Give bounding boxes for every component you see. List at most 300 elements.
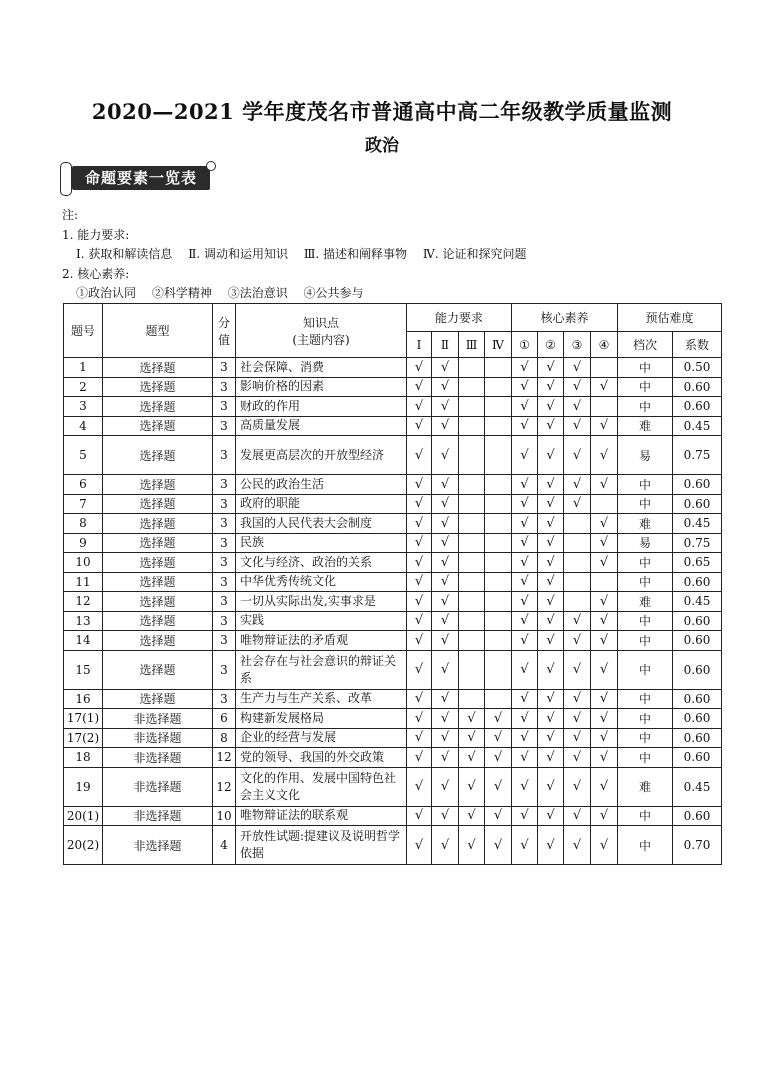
literacy-check: √	[538, 689, 564, 709]
cell-coef: 0.45	[673, 767, 722, 806]
literacy-check: √	[512, 533, 538, 553]
cell-score: 3	[213, 592, 236, 612]
literacy-check: √	[591, 728, 618, 748]
cell-coef: 0.60	[673, 475, 722, 495]
cell-coef: 0.60	[673, 611, 722, 631]
ability-empty	[459, 572, 485, 592]
header-literacy-col: ①	[512, 332, 538, 358]
literacy-check: √	[564, 611, 591, 631]
cell-knowledge: 文化与经济、政治的关系	[236, 553, 407, 573]
cell-coef: 0.60	[673, 631, 722, 651]
table-row	[64, 475, 722, 495]
ability-check: √	[407, 611, 432, 631]
requirements-table	[63, 303, 722, 865]
ability-check: √	[407, 728, 432, 748]
ability-empty	[459, 436, 485, 475]
ability-check: √	[407, 475, 432, 495]
ability-empty	[485, 358, 512, 378]
ability-item: Ⅰ. 获取和解读信息	[76, 247, 173, 261]
cell-level: 中	[618, 689, 673, 709]
ability-check: √	[407, 709, 432, 729]
ability-empty	[459, 650, 485, 689]
ability-empty	[459, 611, 485, 631]
literacy-check: √	[591, 767, 618, 806]
cell-score: 3	[213, 358, 236, 378]
cell-number: 17(1)	[64, 709, 103, 729]
cell-score: 12	[213, 767, 236, 806]
table-row	[64, 650, 722, 689]
ability-empty	[485, 689, 512, 709]
cell-score: 3	[213, 494, 236, 514]
cell-coef: 0.45	[673, 514, 722, 534]
literacy-check: √	[538, 377, 564, 397]
ability-empty	[485, 416, 512, 436]
literacy-check: √	[538, 533, 564, 553]
cell-level: 中	[618, 611, 673, 631]
ability-empty	[459, 553, 485, 573]
ability-check: √	[432, 728, 459, 748]
cell-type: 选择题	[103, 475, 213, 495]
header-literacy-col: ③	[564, 332, 591, 358]
literacy-check: √	[591, 475, 618, 495]
header-ability-col: Ⅱ	[432, 332, 459, 358]
ability-check: √	[459, 709, 485, 729]
table-row	[64, 377, 722, 397]
ability-check: √	[485, 767, 512, 806]
cell-type: 选择题	[103, 631, 213, 651]
table-row	[64, 514, 722, 534]
ability-empty	[459, 533, 485, 553]
literacy-check: √	[564, 767, 591, 806]
header-score: 分值	[213, 304, 236, 358]
ability-check: √	[432, 767, 459, 806]
ability-item: Ⅱ. 调动和运用知识	[188, 247, 288, 261]
ability-check: √	[432, 709, 459, 729]
cell-score: 3	[213, 514, 236, 534]
ability-check: √	[459, 748, 485, 768]
notes-section	[62, 206, 526, 304]
ability-check: √	[485, 709, 512, 729]
literacy-check: √	[538, 631, 564, 651]
cell-type: 非选择题	[103, 826, 213, 865]
ability-check: √	[407, 514, 432, 534]
literacy-check: √	[512, 650, 538, 689]
cell-score: 8	[213, 728, 236, 748]
ability-check: √	[459, 826, 485, 865]
cell-coef: 0.60	[673, 650, 722, 689]
cell-level: 中	[618, 650, 673, 689]
header-number: 题号	[64, 304, 103, 358]
literacy-empty	[564, 533, 591, 553]
cell-score: 3	[213, 611, 236, 631]
cell-type: 选择题	[103, 553, 213, 573]
ability-item: Ⅲ. 描述和阐释事物	[303, 247, 408, 261]
cell-coef: 0.60	[673, 689, 722, 709]
cell-score: 3	[213, 475, 236, 495]
header-knowledge	[236, 304, 407, 358]
table-row	[64, 397, 722, 417]
ability-check: √	[407, 494, 432, 514]
ability-check: √	[432, 377, 459, 397]
scroll-curl-icon	[206, 161, 216, 171]
literacy-check: √	[512, 553, 538, 573]
literacy-check: √	[512, 631, 538, 651]
ability-check: √	[485, 748, 512, 768]
header-ability-col: Ⅰ	[407, 332, 432, 358]
table-row	[64, 631, 722, 651]
header-knowledge-sub: (主题内容)	[292, 332, 350, 347]
ability-check: √	[407, 397, 432, 417]
literacy-empty	[564, 572, 591, 592]
literacy-check: √	[591, 826, 618, 865]
cell-level: 难	[618, 592, 673, 612]
literacy-check: √	[538, 806, 564, 826]
literacy-check: √	[512, 689, 538, 709]
cell-number: 17(2)	[64, 728, 103, 748]
cell-number: 11	[64, 572, 103, 592]
header-type: 题型	[103, 304, 213, 358]
cell-level: 难	[618, 767, 673, 806]
literacy-check: √	[538, 436, 564, 475]
literacy-check: √	[512, 806, 538, 826]
ability-check: √	[459, 806, 485, 826]
ability-check: √	[407, 767, 432, 806]
cell-type: 非选择题	[103, 767, 213, 806]
cell-knowledge: 生产力与生产关系、改革	[236, 689, 407, 709]
literacy-empty	[564, 592, 591, 612]
ability-check: √	[432, 592, 459, 612]
literacy-check: √	[564, 416, 591, 436]
ability-empty	[485, 631, 512, 651]
cell-score: 3	[213, 397, 236, 417]
cell-type: 选择题	[103, 611, 213, 631]
table-row	[64, 826, 722, 865]
table-row	[64, 748, 722, 768]
cell-coef: 0.60	[673, 728, 722, 748]
cell-coef: 0.60	[673, 494, 722, 514]
header-level: 档次	[618, 332, 673, 358]
literacy-check: √	[564, 494, 591, 514]
literacy-check: √	[591, 514, 618, 534]
ability-empty	[485, 553, 512, 573]
cell-level: 难	[618, 416, 673, 436]
cell-coef: 0.75	[673, 533, 722, 553]
literacy-check: √	[564, 475, 591, 495]
cell-knowledge: 社会存在与社会意识的辩证关系	[236, 650, 407, 689]
cell-level: 中	[618, 494, 673, 514]
literacy-check: √	[538, 358, 564, 378]
ability-empty	[485, 494, 512, 514]
literacy-check: √	[538, 767, 564, 806]
ability-empty	[485, 650, 512, 689]
table-row	[64, 728, 722, 748]
literacy-title: 2. 核心素养:	[62, 266, 130, 281]
literacy-list	[62, 284, 526, 304]
ability-empty	[485, 611, 512, 631]
cell-knowledge: 政府的职能	[236, 494, 407, 514]
section-badge	[60, 161, 216, 195]
cell-knowledge: 构建新发展格局	[236, 709, 407, 729]
ability-empty	[459, 689, 485, 709]
literacy-check: √	[512, 397, 538, 417]
literacy-check: √	[564, 709, 591, 729]
cell-number: 20(1)	[64, 806, 103, 826]
cell-number: 13	[64, 611, 103, 631]
cell-number: 6	[64, 475, 103, 495]
cell-score: 4	[213, 826, 236, 865]
cell-coef: 0.70	[673, 826, 722, 865]
literacy-item: ③法治意识	[227, 286, 288, 300]
cell-level: 中	[618, 806, 673, 826]
literacy-check: √	[538, 748, 564, 768]
literacy-check: √	[591, 611, 618, 631]
literacy-check: √	[538, 592, 564, 612]
literacy-check: √	[564, 826, 591, 865]
ability-check: √	[432, 650, 459, 689]
ability-check: √	[432, 689, 459, 709]
cell-type: 选择题	[103, 650, 213, 689]
literacy-check: √	[538, 611, 564, 631]
literacy-check: √	[591, 553, 618, 573]
ability-empty	[485, 514, 512, 534]
literacy-empty	[564, 553, 591, 573]
ability-empty	[485, 572, 512, 592]
ability-check: √	[407, 631, 432, 651]
ability-empty	[485, 436, 512, 475]
literacy-check: √	[564, 806, 591, 826]
ability-check: √	[407, 358, 432, 378]
literacy-check: √	[591, 709, 618, 729]
literacy-check: √	[564, 436, 591, 475]
cell-level: 易	[618, 436, 673, 475]
cell-level: 中	[618, 748, 673, 768]
ability-check: √	[432, 533, 459, 553]
header-difficulty: 预估难度	[618, 304, 722, 332]
literacy-check: √	[512, 436, 538, 475]
cell-number: 10	[64, 553, 103, 573]
cell-coef: 0.60	[673, 806, 722, 826]
ability-empty	[459, 358, 485, 378]
ability-check: √	[432, 611, 459, 631]
cell-knowledge: 企业的经营与发展	[236, 728, 407, 748]
table-row	[64, 767, 722, 806]
cell-type: 选择题	[103, 592, 213, 612]
cell-knowledge: 高质量发展	[236, 416, 407, 436]
cell-type: 非选择题	[103, 806, 213, 826]
cell-knowledge: 发展更高层次的开放型经济	[236, 436, 407, 475]
literacy-check: √	[564, 358, 591, 378]
ability-check: √	[459, 728, 485, 748]
cell-knowledge: 实践	[236, 611, 407, 631]
literacy-empty	[564, 514, 591, 534]
cell-number: 8	[64, 514, 103, 534]
cell-score: 6	[213, 709, 236, 729]
cell-score: 3	[213, 436, 236, 475]
header-ability-col: Ⅲ	[459, 332, 485, 358]
cell-knowledge: 社会保障、消费	[236, 358, 407, 378]
cell-level: 中	[618, 377, 673, 397]
ability-check: √	[407, 806, 432, 826]
literacy-check: √	[591, 533, 618, 553]
literacy-check: √	[512, 767, 538, 806]
cell-coef: 0.60	[673, 377, 722, 397]
cell-number: 3	[64, 397, 103, 417]
literacy-check: √	[564, 631, 591, 651]
table-row	[64, 436, 722, 475]
literacy-check: √	[564, 689, 591, 709]
literacy-check: √	[564, 397, 591, 417]
literacy-check: √	[538, 494, 564, 514]
literacy-empty	[591, 397, 618, 417]
literacy-check: √	[591, 631, 618, 651]
literacy-item: ④公共参与	[303, 286, 364, 300]
cell-level: 易	[618, 533, 673, 553]
header-ability-col: Ⅳ	[485, 332, 512, 358]
cell-type: 非选择题	[103, 709, 213, 729]
ability-check: √	[432, 436, 459, 475]
ability-check: √	[407, 689, 432, 709]
scroll-left-icon	[60, 162, 72, 196]
cell-knowledge: 影响价格的因素	[236, 377, 407, 397]
literacy-empty	[591, 572, 618, 592]
literacy-check: √	[512, 494, 538, 514]
cell-type: 选择题	[103, 397, 213, 417]
ability-check: √	[407, 553, 432, 573]
literacy-check: √	[538, 572, 564, 592]
cell-number: 1	[64, 358, 103, 378]
ability-check: √	[407, 416, 432, 436]
literacy-check: √	[538, 709, 564, 729]
cell-level: 中	[618, 631, 673, 651]
ability-empty	[485, 592, 512, 612]
literacy-check: √	[564, 728, 591, 748]
ability-check: √	[407, 592, 432, 612]
literacy-check: √	[512, 416, 538, 436]
literacy-check: √	[512, 358, 538, 378]
cell-level: 难	[618, 514, 673, 534]
cell-knowledge: 开放性试题:提建议及说明哲学依据	[236, 826, 407, 865]
header-literacy-col: ④	[591, 332, 618, 358]
cell-knowledge: 财政的作用	[236, 397, 407, 417]
ability-check: √	[485, 728, 512, 748]
cell-knowledge: 公民的政治生活	[236, 475, 407, 495]
ability-check: √	[432, 514, 459, 534]
ability-check: √	[432, 826, 459, 865]
header-literacy-col: ②	[538, 332, 564, 358]
ability-check: √	[485, 806, 512, 826]
badge-label: 命题要素一览表	[72, 166, 210, 190]
cell-level: 中	[618, 553, 673, 573]
ability-empty	[485, 377, 512, 397]
ability-check: √	[432, 416, 459, 436]
ability-check: √	[407, 572, 432, 592]
literacy-item: ②科学精神	[151, 286, 212, 300]
header-ability: 能力要求	[407, 304, 512, 332]
cell-number: 15	[64, 650, 103, 689]
cell-number: 9	[64, 533, 103, 553]
cell-knowledge: 我国的人民代表大会制度	[236, 514, 407, 534]
ability-check: √	[407, 650, 432, 689]
cell-number: 19	[64, 767, 103, 806]
ability-check: √	[407, 377, 432, 397]
ability-check: √	[432, 631, 459, 651]
ability-empty	[459, 475, 485, 495]
cell-number: 4	[64, 416, 103, 436]
literacy-check: √	[538, 397, 564, 417]
cell-coef: 0.50	[673, 358, 722, 378]
table-row	[64, 572, 722, 592]
cell-type: 选择题	[103, 494, 213, 514]
ability-title: 1. 能力要求:	[62, 227, 130, 242]
cell-coef: 0.75	[673, 436, 722, 475]
cell-number: 5	[64, 436, 103, 475]
cell-level: 中	[618, 358, 673, 378]
literacy-check: √	[564, 650, 591, 689]
ability-empty	[485, 397, 512, 417]
subject-title: 政治	[365, 136, 399, 156]
literacy-check: √	[512, 709, 538, 729]
cell-score: 3	[213, 572, 236, 592]
cell-level: 中	[618, 826, 673, 865]
literacy-check: √	[591, 689, 618, 709]
cell-score: 10	[213, 806, 236, 826]
ability-empty	[459, 494, 485, 514]
cell-knowledge: 民族	[236, 533, 407, 553]
cell-type: 选择题	[103, 514, 213, 534]
ability-item: Ⅳ. 论证和探究问题	[422, 247, 527, 261]
literacy-check: √	[591, 436, 618, 475]
table-row	[64, 533, 722, 553]
cell-type: 选择题	[103, 689, 213, 709]
cell-score: 3	[213, 689, 236, 709]
table-row	[64, 494, 722, 514]
literacy-check: √	[512, 572, 538, 592]
table-row	[64, 689, 722, 709]
cell-type: 选择题	[103, 358, 213, 378]
cell-coef: 0.60	[673, 397, 722, 417]
literacy-check: √	[538, 514, 564, 534]
literacy-check: √	[564, 377, 591, 397]
literacy-check: √	[512, 592, 538, 612]
literacy-check: √	[512, 475, 538, 495]
cell-score: 12	[213, 748, 236, 768]
ability-check: √	[432, 494, 459, 514]
ability-empty	[459, 416, 485, 436]
literacy-check: √	[591, 416, 618, 436]
cell-type: 非选择题	[103, 748, 213, 768]
literacy-check: √	[564, 748, 591, 768]
cell-coef: 0.60	[673, 709, 722, 729]
cell-number: 14	[64, 631, 103, 651]
table-row	[64, 553, 722, 573]
cell-number: 18	[64, 748, 103, 768]
table-row	[64, 611, 722, 631]
table-body	[64, 358, 722, 865]
cell-number: 12	[64, 592, 103, 612]
ability-empty	[459, 377, 485, 397]
table-row	[64, 806, 722, 826]
literacy-check: √	[591, 650, 618, 689]
cell-number: 2	[64, 377, 103, 397]
cell-coef: 0.45	[673, 592, 722, 612]
cell-level: 中	[618, 397, 673, 417]
cell-number: 20(2)	[64, 826, 103, 865]
ability-check: √	[459, 767, 485, 806]
cell-number: 7	[64, 494, 103, 514]
literacy-check: √	[512, 377, 538, 397]
cell-knowledge: 文化的作用、发展中国特色社会主义文化	[236, 767, 407, 806]
ability-check: √	[407, 533, 432, 553]
